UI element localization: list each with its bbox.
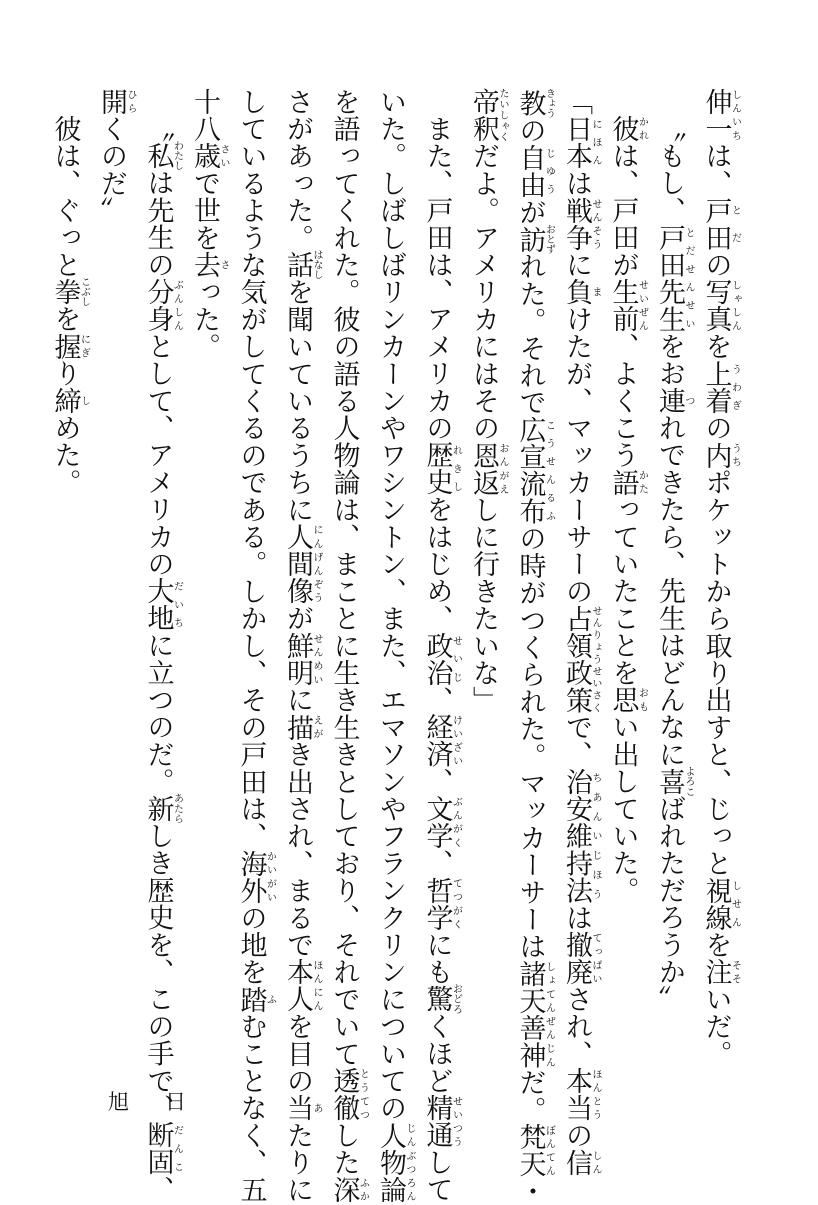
ruby-reading: さ <box>218 251 229 279</box>
text-run: をお <box>654 332 685 388</box>
ruby-word: 日本にほん <box>561 115 601 170</box>
ruby-word: 負ま <box>561 278 601 306</box>
text-run: 、 <box>421 686 453 714</box>
ruby-word: 諸天善神しょてんぜんじん <box>514 960 555 1069</box>
ruby-reading: ぼんてん <box>543 1123 555 1178</box>
ruby-word: 内うち <box>700 441 741 469</box>
ruby-reading: かいがい <box>264 849 276 904</box>
ruby-reading: じゆう <box>543 144 555 199</box>
ruby-word: 訪おとず <box>514 224 555 255</box>
ruby-reading: こうせんるふ <box>543 416 555 525</box>
ruby-reading: ひら <box>125 88 136 116</box>
ruby-reading: しせん <box>729 876 741 932</box>
ruby-reading: うち <box>729 441 741 469</box>
chapter-title-footer: 旭日 <box>108 1090 222 1114</box>
text-run: を <box>700 332 732 361</box>
ruby-word: 本当ほんとう <box>561 1067 601 1122</box>
text-column <box>647 88 694 1063</box>
ruby-word: 当あ <box>282 1094 322 1122</box>
ruby-word: 占領政策せんりょうせいさく <box>561 604 601 714</box>
text-run: に <box>561 251 592 279</box>
ruby-word: 人物論じんぶつろん <box>375 1121 415 1204</box>
ruby-word: 視線しせん <box>700 876 741 932</box>
ruby-word: 生前せいぜん <box>607 278 648 333</box>
text-run: いた。しばしばリンカーンやワシントン、また、エマソンやフランクリンについての <box>375 88 406 1122</box>
text-run: いだ。 <box>700 985 732 1068</box>
text-run: の <box>700 414 732 442</box>
ruby-word: 新あたら <box>142 793 183 824</box>
ruby-reading: よろこ <box>683 766 694 797</box>
text-column <box>89 88 136 1063</box>
ruby-word: 去さ <box>189 251 229 279</box>
ruby-reading: かれ <box>636 115 648 143</box>
ruby-reading: きょう <box>543 88 555 119</box>
ruby-reading: ふか <box>357 1176 369 1204</box>
text-run: い出していた。 <box>607 713 639 904</box>
text-run: され、 <box>561 985 592 1068</box>
text-column <box>43 88 90 1063</box>
ruby-reading: ほんにん <box>311 958 322 1013</box>
text-run: ポケットから取り出すと、じっと <box>700 468 732 877</box>
ruby-reading: うわぎ <box>729 360 741 415</box>
ruby-word: 踏ふ <box>235 985 276 1013</box>
text-run: で世を <box>189 169 220 252</box>
ruby-word: 分身ぶんしん <box>142 278 183 333</box>
ruby-word: 政治せいじ <box>421 631 462 687</box>
text-run: だ。 <box>514 1068 546 1124</box>
ruby-word: 語かた <box>607 468 648 496</box>
text-column <box>368 88 415 1204</box>
ruby-word: 拳こぶし <box>49 276 90 308</box>
text-run: に立つのだ。 <box>142 631 174 796</box>
text-run: けたが、マッカーサーの <box>561 305 592 605</box>
text-run: ・ <box>514 1177 546 1205</box>
ruby-reading: じんぶつろん <box>404 1121 415 1204</box>
ruby-word: 信しん <box>561 1148 601 1177</box>
text-run: が <box>514 198 546 226</box>
ruby-reading: こぶし <box>78 276 90 308</box>
ruby-reading: とうてつ <box>357 1067 369 1122</box>
ruby-word: 透徹とうてつ <box>328 1067 369 1122</box>
ruby-reading: にぎ <box>78 332 90 360</box>
text-run: むことなく、五 <box>235 1012 267 1204</box>
text-run: した <box>328 1121 360 1177</box>
text-run: 彼は、ぐっと <box>49 115 81 279</box>
ruby-reading: し <box>78 387 90 415</box>
text-run: 、 <box>142 1175 174 1204</box>
ruby-word: 経済けいざい <box>421 713 462 768</box>
ruby-reading: たいしゃく <box>497 88 508 143</box>
ruby-word: 撤廃てっぱい <box>561 931 601 986</box>
text-run: 〝 <box>142 115 174 143</box>
ruby-reading: わたし <box>171 140 183 172</box>
ruby-word: 上着うわぎ <box>700 360 741 415</box>
text-run: くのだ〟 <box>96 115 127 225</box>
text-column <box>554 61 601 1177</box>
text-column <box>136 88 183 1204</box>
ruby-reading: せいじ <box>450 631 462 687</box>
ruby-reading: けいざい <box>450 713 462 768</box>
ruby-word: 哲学てつがく <box>421 876 462 932</box>
text-column <box>322 88 369 1204</box>
text-run: たりに <box>282 1121 313 1204</box>
ruby-reading: せいつう <box>450 1094 462 1149</box>
ruby-word: 帝釈たいしゃく <box>468 88 508 143</box>
text-run: 、 <box>421 849 453 877</box>
text-run: さがあった。 <box>282 88 313 252</box>
ruby-word: 喜よろこ <box>654 766 694 797</box>
ruby-word: 戦争せんそう <box>561 196 601 252</box>
text-run: くほど <box>421 1012 453 1095</box>
text-run: の時がつくられた。マッカーサーは <box>514 524 546 961</box>
ruby-word: 彼かれ <box>607 115 648 143</box>
text-run: として、アメリカの <box>142 332 174 578</box>
text-run: の <box>700 251 732 279</box>
text-run: き出され、まるで <box>282 740 313 959</box>
ruby-reading: せんめい <box>311 632 322 687</box>
ruby-reading: しゃしん <box>729 278 741 333</box>
text-run: を語ってくれた。彼の語る人物論は、まことに生き生きとしており、それでいて <box>328 88 360 1068</box>
ruby-reading: せんりょうせいさく <box>590 604 601 714</box>
ruby-word: 思おも <box>607 686 648 714</box>
text-run: を <box>49 305 81 333</box>
ruby-reading: おどろ <box>450 983 462 1015</box>
text-run: を <box>700 931 732 959</box>
ruby-reading: ほんとう <box>590 1067 601 1122</box>
ruby-reading: かた <box>636 468 648 496</box>
text-run: の <box>561 1121 592 1149</box>
ruby-word: 本人ほんにん <box>282 958 322 1013</box>
ruby-reading: てっぱい <box>590 931 601 986</box>
text-run: を聞いているうちに <box>282 278 313 524</box>
ruby-word: 精通せいつう <box>421 1094 462 1149</box>
text-run: は、 <box>700 142 732 197</box>
ruby-word: 田だ <box>700 224 741 252</box>
text-column <box>182 88 229 1063</box>
text-run: は <box>561 904 592 932</box>
ruby-word: 歳さい <box>189 142 229 170</box>
ruby-word: 戸田先生とだせんせい <box>654 223 694 333</box>
ruby-word: 歴史れきし <box>421 441 462 496</box>
ruby-reading: にんげんぞう <box>311 523 322 605</box>
ruby-word: 注そそ <box>700 958 741 986</box>
text-run: めた。 <box>49 414 81 496</box>
text-run: に <box>282 686 313 714</box>
ruby-word: 話はなし <box>282 249 322 281</box>
text-run: 「 <box>561 88 592 116</box>
ruby-reading: だ <box>729 224 741 252</box>
text-run: だよ。アメリカにはその <box>468 142 499 442</box>
ruby-word: 写真しゃしん <box>700 278 741 333</box>
ruby-word: 握にぎ <box>49 332 90 360</box>
ruby-word: 描えが <box>282 713 322 741</box>
ruby-reading: しんいち <box>729 88 741 143</box>
text-run: は、戸田が <box>607 142 639 279</box>
ruby-word: 戸と <box>700 196 741 225</box>
text-run: の地を <box>235 904 267 986</box>
text-run: 、よくこう <box>607 332 639 469</box>
text-run: れできたら、先生はどんなに <box>654 414 685 768</box>
ruby-reading: さい <box>218 142 229 170</box>
ruby-word: 梵天ぼんてん <box>514 1123 555 1178</box>
ruby-word: 広宣流布こうせんるふ <box>514 416 555 525</box>
text-run: れた。それで <box>514 252 546 417</box>
text-run: 〝もし、 <box>654 115 685 224</box>
ruby-word: 開ひら <box>96 88 136 116</box>
ruby-reading: せいぜん <box>636 278 648 333</box>
ruby-reading: てつがく <box>450 876 462 932</box>
ruby-word: 大地だいち <box>142 577 183 632</box>
ruby-reading: だいち <box>171 577 183 632</box>
text-run: をはじめ、 <box>421 495 453 632</box>
ruby-reading: おも <box>636 686 648 714</box>
text-run: で、 <box>561 713 592 769</box>
ruby-reading: ぶんがく <box>450 795 462 850</box>
text-run: の <box>514 116 546 145</box>
ruby-reading: あたら <box>171 793 183 824</box>
text-run: しき歴史を、この手で、 <box>142 822 174 1122</box>
text-run: して <box>421 1148 453 1204</box>
ruby-reading: だんこ <box>171 1121 183 1176</box>
ruby-word: 治安維持法ちあんいじほう <box>561 768 601 905</box>
ruby-word: 驚おどろ <box>421 983 462 1015</box>
text-column <box>461 88 508 1063</box>
ruby-word: 締し <box>49 387 90 415</box>
ruby-reading: ぶんしん <box>171 278 183 333</box>
ruby-reading: しょてんぜんじん <box>543 960 555 1069</box>
text-run: は <box>561 169 592 197</box>
ruby-word: 私わたし <box>142 140 183 172</box>
ruby-reading: つ <box>683 387 694 415</box>
ruby-reading: えが <box>311 713 322 741</box>
ruby-word: 文学ぶんがく <box>421 795 462 850</box>
text-column <box>508 88 555 1205</box>
ruby-word: 恩返おんがえ <box>468 441 508 497</box>
ruby-word: 教きょう <box>514 88 555 119</box>
ruby-reading: そそ <box>729 958 741 986</box>
ruby-word: 断固だんこ <box>142 1121 183 1176</box>
ruby-word: 鮮明せんめい <box>282 632 322 687</box>
ruby-reading: しん <box>590 1148 601 1177</box>
text-run: った。 <box>189 278 220 361</box>
text-run: にも <box>421 931 453 986</box>
ruby-reading: と <box>729 196 741 225</box>
ruby-reading: おとず <box>543 224 555 255</box>
text-column <box>694 88 741 1068</box>
ruby-word: 連つ <box>654 387 694 415</box>
ruby-reading: にほん <box>590 115 601 170</box>
ruby-reading: せんそう <box>590 196 601 252</box>
text-run: 十八 <box>189 88 220 143</box>
text-run: が <box>282 604 313 633</box>
ruby-reading: はなし <box>311 249 322 281</box>
text-column <box>601 88 648 1063</box>
ruby-word: 伸一しんいち <box>700 88 741 143</box>
text-column <box>275 88 322 1204</box>
text-run: は先生の <box>142 169 174 279</box>
text-run: ばれただろうか〟 <box>654 795 685 1013</box>
text-run: しているような気がしてくるのである。しかし、その戸田は、 <box>235 88 267 850</box>
text-run: っていたことを <box>607 495 639 687</box>
text-run: 、 <box>421 767 453 796</box>
ruby-reading: れきし <box>450 441 462 496</box>
text-column <box>415 88 462 1204</box>
text-run: しに行きたいな」 <box>468 496 499 714</box>
ruby-reading: あ <box>311 1094 322 1122</box>
ruby-word: 自由じゆう <box>514 144 555 199</box>
ruby-word: 海外かいがい <box>235 849 276 905</box>
ruby-reading: おんがえ <box>497 441 508 496</box>
text-run: また、戸田は、アメリカの <box>421 115 453 442</box>
ruby-word: 人間像にんげんぞう <box>282 523 322 605</box>
text-column <box>229 88 276 1204</box>
ruby-reading: とだせんせい <box>683 223 694 333</box>
ruby-reading: ふ <box>264 985 276 1013</box>
ruby-word: 深ふか <box>328 1176 369 1204</box>
text-run: を目の <box>282 1012 313 1095</box>
ruby-reading: ちあんいじほう <box>590 768 601 905</box>
ruby-reading: ま <box>590 278 601 306</box>
text-run: り <box>49 359 81 388</box>
